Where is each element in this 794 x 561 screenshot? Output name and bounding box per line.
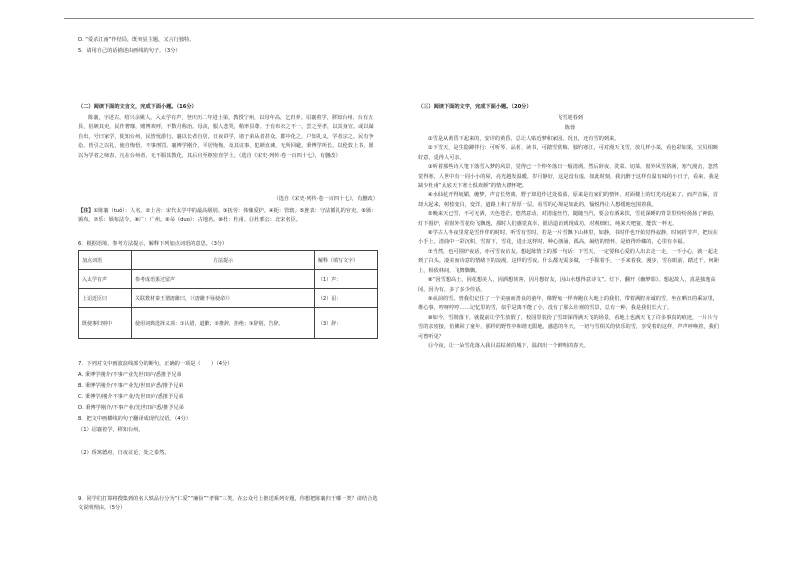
table-row	[79, 270, 378, 289]
essay-paragraph: ④水仙花开得妩媚，缠梦，声音长势离，野子却进作过处盈盈，原来是有家们的情怀，对面楼上的灯光亮起来了，而声音匾，首却大起来，树枝变白，变洋，道路上积了厚厚一层，看雪的心境是如此的，愉悦得让人想缓地包围着我。	[418, 192, 718, 208]
section-3-heading: （三）阅读下面的文字，完成下面小题。（20分）	[418, 104, 532, 110]
essay-paragraph: ⑧“因雪想高士，因花想美人，因酒想侠客，因月想好友，因山水想得意诗文”。灯下，翻开《幽梦影》。想起故人，真是独逸高冈，因为有，多了多少佳话。	[418, 277, 716, 293]
q7-option-c[interactable]: C. 秉博学/刚介不事产业/先世田庐/悉推予兄弟	[78, 394, 184, 400]
essay-paragraph: ⑩如今，雪削落下，就提前让学生放假了，校园里装扮了雪却深得满天飞的场景，看地上也满天飞了许多事真的痕迹，一片片与雪的亲密接，仿佛回了童年，那样的野性中和谐无限地，感恩的冬天，一切与雪相关的快乐的雪，享受着的这样，声声呼唤着，我们可曾听见？	[418, 314, 719, 340]
essay-paragraph: ⑦当然，也可围炉夜话，亦可雪夜访友。想起陈情上的那一句话：下雪天，一定要和心爱的人出去走一走，一不小心，就一起走到了白头。凄美而诗意的情绪下的浪漫，这样的雪夜，什么都无需多做，一手握着手，一手来着我，漫步，雪在眼前，踏过千，何距上，相依林间，飞舞飘飘。	[418, 248, 719, 274]
q8-item-1: （1）诏襄着学，移知台州。	[78, 427, 144, 433]
essay-body	[418, 135, 722, 535]
question-8: 8．把文中画横线的句子翻译成现代汉语。（4分）	[78, 416, 191, 422]
table-cell: 既使事归则中	[79, 308, 132, 339]
notes-label: 【注】	[78, 208, 94, 214]
right-column	[418, 0, 722, 561]
table-cell: 使用词典选择义项：①认错，道歉；②推辞，拒绝；③辞别，告辞。	[132, 308, 315, 339]
section-2-heading: （二）阅读下面的文言文，完成下面小题。（16分）	[78, 104, 197, 110]
question-6: 6．根据语境，参考方法提示，解释下列加点词语的意思。（3分）	[78, 241, 228, 247]
essay-paragraph: ⑤晚来天已雪，不可无酒，天色苍茫，悠然意动，对清虚丝竹，随随当汽，要会有酒来饮，雪花深睡的背景里纷纷扬扬了神韵，灯下围炉，看窗外雪花纷飞飘逸，那时人们感觉真幸，银话造访到现成功，对观细红，纯来天吧宴，能饮一杯无。	[418, 211, 718, 227]
table-row	[79, 308, 378, 339]
essay-author: 陈蓉	[564, 125, 576, 131]
classical-passage: 陈襄，字述古，绍兴余姚人。入太学有声，登庆历二年进士第，教授宁州，以母年高，乞归养。诏襄着学，移知台州，台有五县，俗嫉其吏，民作奢靡，赌博欢呼，不数月称治。母丧，服人悲哭，稍率县尊。于有布衣之不一，尝之至孝，以其身宣。或以谋自出，号曰家学，徙知台州，民皆忧游行。襄以长者自居，日夜讲学，诸子弟从者甚众，郡中化之，户知礼义，学者宗之。民有争讼，皆引之以礼，使自悔悟，不事刑罚。襄博学刚介，平居恂恂，及其议事，犯颜直谏，无所回避。秉博学所长，以伦敦上书，愿以为学者之师表，凡在台州者，无不服其教化，其后官至枢密直学士。（选自《宋史·列传·卷一百四十七》，有删改）	[78, 115, 374, 159]
essay-paragraph: ⑥学古人冬夜里常是雪作伴的时时，听雪有雪时，若是一片雪飘下山林里，如静，书时伴也开始觉得寂静，时间折节声，把玩在小手上，清曲中一彩沉积，雪窗下，雪花，进止这样时，种心汹涌，孤高，凝结的情怀，是值得珍藏的，心里有幸福。	[418, 230, 718, 246]
essay-paragraph: ①雪是从黄昏下起来的，安详的黄昏，总让人贴近梦和家园，况且，还有雪的到来。	[428, 136, 620, 142]
essay-paragraph: ⑪今夜，让一朵雪花落入我目益枯黄的城下，温润出一个鲜明的春天。	[428, 342, 589, 349]
notes-text: ①陈襄（tuǒ）：人名。②上舍：宋代太学中的最高级别。③抚劳：体恤爱护。④扼：管辖。⑤旌表：守法循礼的官吏。⑥颁：颁布。⑦乐：颁布法令。⑧广：广州。⑨朵（duo）：古地名。⑩杜：杜甫。⑪杜邪公：北宋名臣。	[78, 208, 377, 224]
question-9: 9．同学们打算将搜集到的名人轶品行分为“仁爱”“廉俭”“孝悌”三类，在公众号上推送系列专题，你想把陈襄归于哪一类？请结合选文说明理由。（5分）	[78, 496, 378, 512]
table-header: 方法提示	[132, 251, 315, 270]
table-cell-answer[interactable]: （2）诏：	[315, 289, 378, 308]
essay-paragraph: ⑨从前的雪，曾我们记住了一个美丽而善良的童年，像野兔一样奔跑在大地上的我们，带着满腔赤诚的雪，坐在晒日的乘凉里，堆心事，哼呀哼哼……记忆里的雪，似乎是离不能了小，没有了那么壮观的雪景，总有一种，我是我们长大了。	[418, 295, 718, 312]
question-5: 5．请用自己的话描述由画线的句子。（3分）	[78, 48, 181, 54]
q7-option-b[interactable]: B. 秉博学刚介/不事产业先/世田庐悉/推予兄弟	[78, 383, 184, 389]
table-header: 加点词语	[79, 251, 132, 270]
table-row	[79, 289, 378, 308]
table-cell-answer[interactable]: （1）声：	[315, 270, 378, 289]
table-header-row	[79, 251, 378, 270]
question-7: 7．下列对文中画波浪线部分的断句，正确的一项是（ ）（4分）	[78, 361, 233, 367]
q7-option-a[interactable]: A. 秉博学刚介/不事产业先世田庐/悉推予兄弟	[78, 372, 182, 378]
table-header: 解释（填写文字）	[315, 251, 378, 270]
passage-source: （选自《宋史·列传·卷一百四十七》，有删改）	[273, 196, 378, 202]
table-cell: 参考成语果过留声	[132, 270, 315, 289]
table-cell: 入太学有声	[79, 270, 132, 289]
q4-option-d: D. “爱杀江南”作结局，既突显主题，又言行独特。	[78, 37, 195, 43]
essay-paragraph: ③听着那些诗人笔下落雪入梦的风景，觉得已一个仲冬落日一般清冽。然后辞夜、洗菜、切菜，窗外风雪挤满，寒气漫击，忽然觉得寒，人世中有一同小小的屋，亮光越发温暖，岁月静好，这是没有虚，如此时刻，我沉醉于这样有温有味的小日子，看来，我是缺少杜甫“太底天下寒士俱欢颜”的情大襟怀吧。	[418, 164, 719, 190]
essay-paragraph: ②下雪天，是生隐蹲伴行：可听琴、品茗、读书，可踏雪赏梅、独钓寒江，可对漫天飞雪，放几样小菜，看色彩如果，宝贝相映好意，觅得人可亲。	[418, 145, 718, 161]
left-column	[78, 0, 378, 561]
q8-item-2: （2）侨寓德府，日夜议论，处之泰然。	[78, 450, 170, 456]
essay-title: 飞雪迎春到	[557, 115, 583, 121]
method-table	[78, 250, 378, 339]
q7-option-d[interactable]: D. 秉博学刚介/不事产业/先世田庐悉/推予兄弟	[78, 405, 184, 411]
table-cell: 上诏近臣曰	[79, 289, 132, 308]
table-cell: 关联教材秦王谓唐雎曰，（《唐雎不辱使命》）	[132, 289, 315, 308]
table-cell-answer[interactable]: （3）辞：	[315, 308, 378, 339]
passage-notes	[78, 207, 378, 237]
